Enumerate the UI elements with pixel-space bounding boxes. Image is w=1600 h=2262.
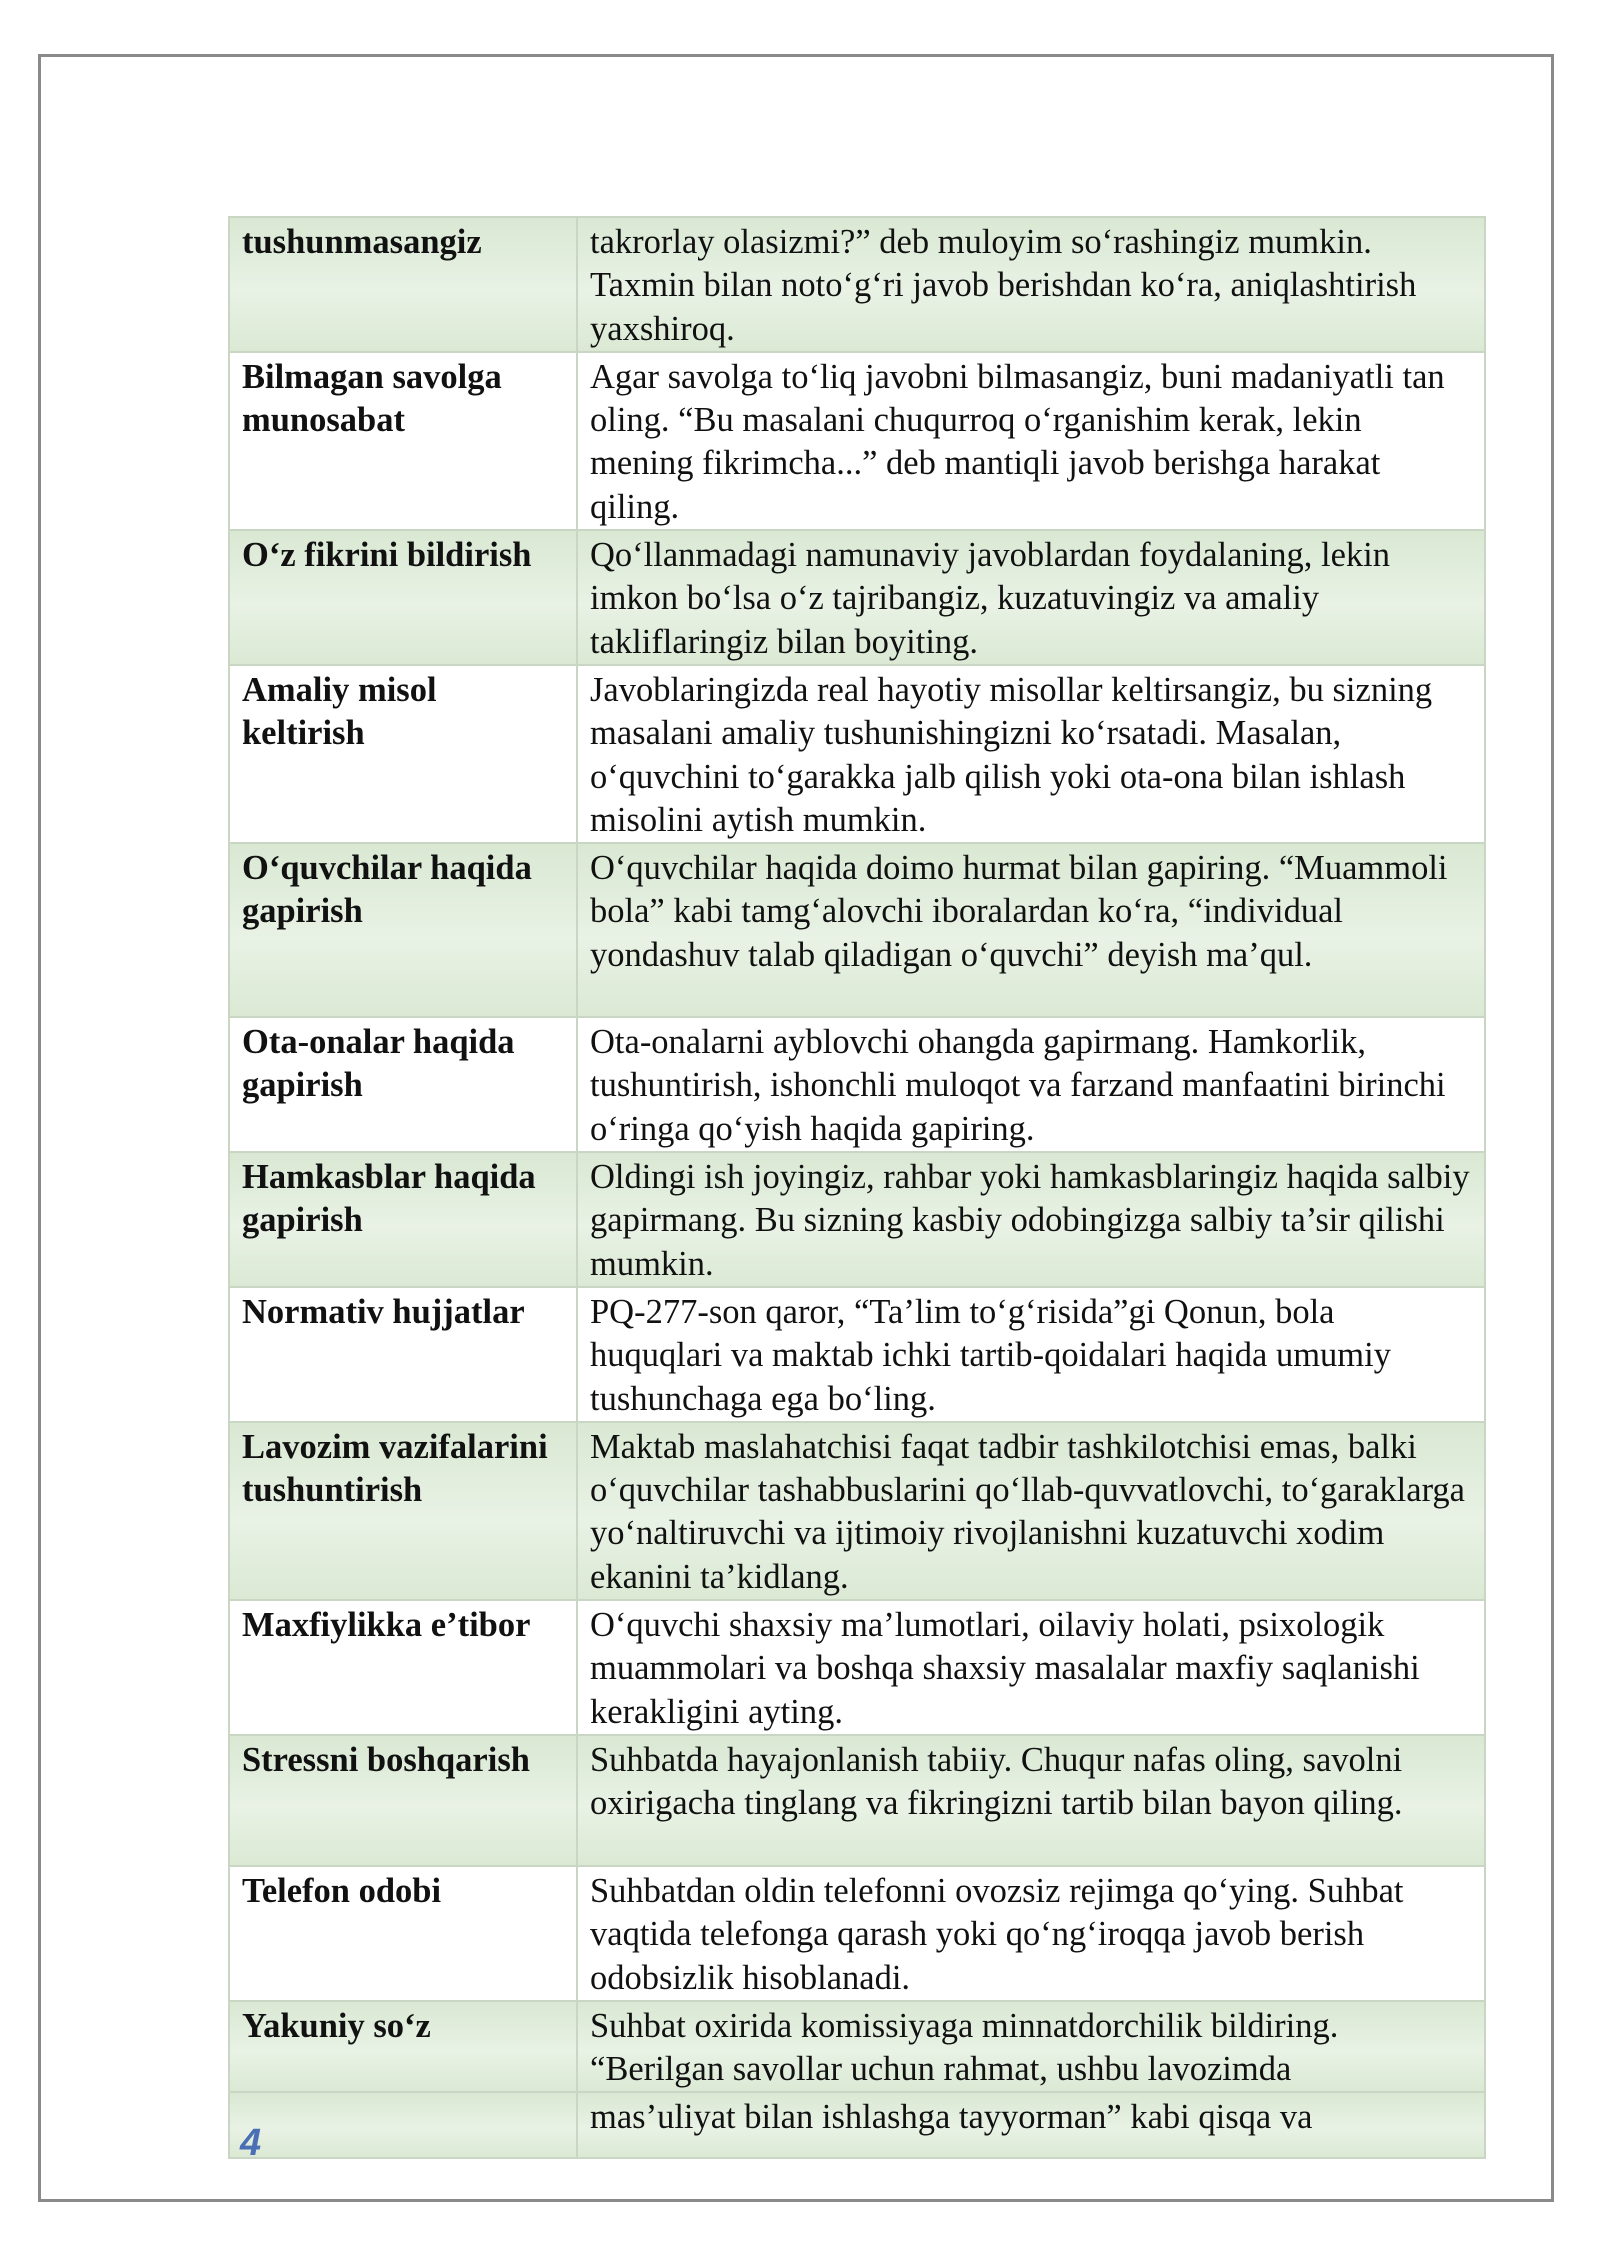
table-row (229, 2092, 1485, 2158)
row-description: Qo‘llanmadagi namunaviy javoblardan foydalaning, lekin imkon bo‘lsa o‘z tajribangiz, kuzatuvingiz va amaliy takliflaringiz bilan boyiting. (577, 530, 1485, 665)
row-description: Agar savolga to‘liq javobni bilmasangiz, buni madaniyatli tan oling. “Bu masalani chuqurroq o‘rganishim kerak, lekin mening fikrimcha...” deb mantiqli javob berishga harakat qiling. (577, 352, 1485, 530)
row-term: Normativ hujjatlar (229, 1287, 577, 1422)
row-term: Bilmagan savolga munosabat (229, 352, 577, 530)
row-description: Suhbatdan oldin telefonni ovozsiz rejimga qo‘ying. Suhbat vaqtida telefonga qarash yoki qo‘ng‘iroqqa javob berish odobsizlik hisoblanadi. (577, 1866, 1485, 2001)
row-description: Oldingi ish joyingiz, rahbar yoki hamkasblaringiz haqida salbiy gapirmang. Bu sizning kasbiy odobingizga salbiy ta’sir qilishi mumkin. (577, 1152, 1485, 1287)
row-description: takrorlay olasizmi?” deb muloyim so‘rashingiz mumkin. Taxmin bilan noto‘g‘ri javob berishdan ko‘ra, aniqlashtirish yaxshiroq. (577, 217, 1485, 352)
row-description: mas’uliyat bilan ishlashga tayyorman” kabi qisqa va (577, 2092, 1485, 2158)
table-row (229, 1152, 1485, 1287)
row-term: Yakuniy so‘z (229, 2001, 577, 2093)
row-description: PQ-277-son qaror, “Ta’lim to‘g‘risida”gi Qonun, bola huquqlari va maktab ichki tartib-qoidalari haqida umumiy tushunchaga ega bo‘ling. (577, 1287, 1485, 1422)
row-term: O‘z fikrini bildirish (229, 530, 577, 665)
tips-table (228, 216, 1486, 2159)
table-row (229, 1287, 1485, 1422)
row-description: Javoblaringizda real hayotiy misollar keltirsangiz, bu sizning masalani amaliy tushunishingizni ko‘rsatadi. Masalan, o‘quvchini to‘garakka jalb qilish yoki ota-ona bilan ishlash misolini aytish mumkin. (577, 665, 1485, 843)
row-term: Ota-onalar haqida gapirish (229, 1017, 577, 1152)
table-row (229, 217, 1485, 352)
row-term: Amaliy misol keltirish (229, 665, 577, 843)
table-row (229, 352, 1485, 530)
table-row (229, 2001, 1485, 2093)
table-row (229, 665, 1485, 843)
table-row (229, 1866, 1485, 2001)
row-term: Maxfiylikka e’tibor (229, 1600, 577, 1735)
table-row (229, 1422, 1485, 1600)
table-row (229, 843, 1485, 1017)
row-term: Telefon odobi (229, 1866, 577, 2001)
row-description: Ota-onalarni ayblovchi ohangda gapirmang. Hamkorlik, tushuntirish, ishonchli muloqot va farzand manfaatini birinchi o‘ringa qo‘yish haqida gapiring. (577, 1017, 1485, 1152)
table-row (229, 1735, 1485, 1866)
row-term: Stressni boshqarish (229, 1735, 577, 1866)
table-row (229, 1017, 1485, 1152)
row-description: Maktab maslahatchisi faqat tadbir tashkilotchisi emas, balki o‘quvchilar tashabbuslarini qo‘llab-quvvatlovchi, to‘garaklarga yo‘naltiruvchi va ijtimoiy rivojlanishni kuzatuvchi xodim ekanini ta’kidlang. (577, 1422, 1485, 1600)
row-term: O‘quvchilar haqida gapirish (229, 843, 577, 1017)
row-term (229, 2092, 577, 2158)
row-term: Hamkasblar haqida gapirish (229, 1152, 577, 1287)
row-description: Suhbat oxirida komissiyaga minnatdorchilik bildiring. “Berilgan savollar uchun rahmat, ushbu lavozimda (577, 2001, 1485, 2093)
table-row (229, 1600, 1485, 1735)
row-term: Lavozim vazifalarini tushuntirish (229, 1422, 577, 1600)
row-term: tushunmasangiz (229, 217, 577, 352)
page-number: 4 (240, 2122, 262, 2164)
row-description: Suhbatda hayajonlanish tabiiy. Chuqur nafas oling, savolni oxirigacha tinglang va fikringizni tartib bilan bayon qiling. (577, 1735, 1485, 1866)
table-row (229, 530, 1485, 665)
row-description: O‘quvchilar haqida doimo hurmat bilan gapiring. “Muammoli bola” kabi tamg‘alovchi iboralardan ko‘ra, “individual yondashuv talab qiladigan o‘quvchi” deyish ma’qul. (577, 843, 1485, 1017)
row-description: O‘quvchi shaxsiy ma’lumotlari, oilaviy holati, psixologik muammolari va boshqa shaxsiy masalalar maxfiy saqlanishi kerakligini ayting. (577, 1600, 1485, 1735)
